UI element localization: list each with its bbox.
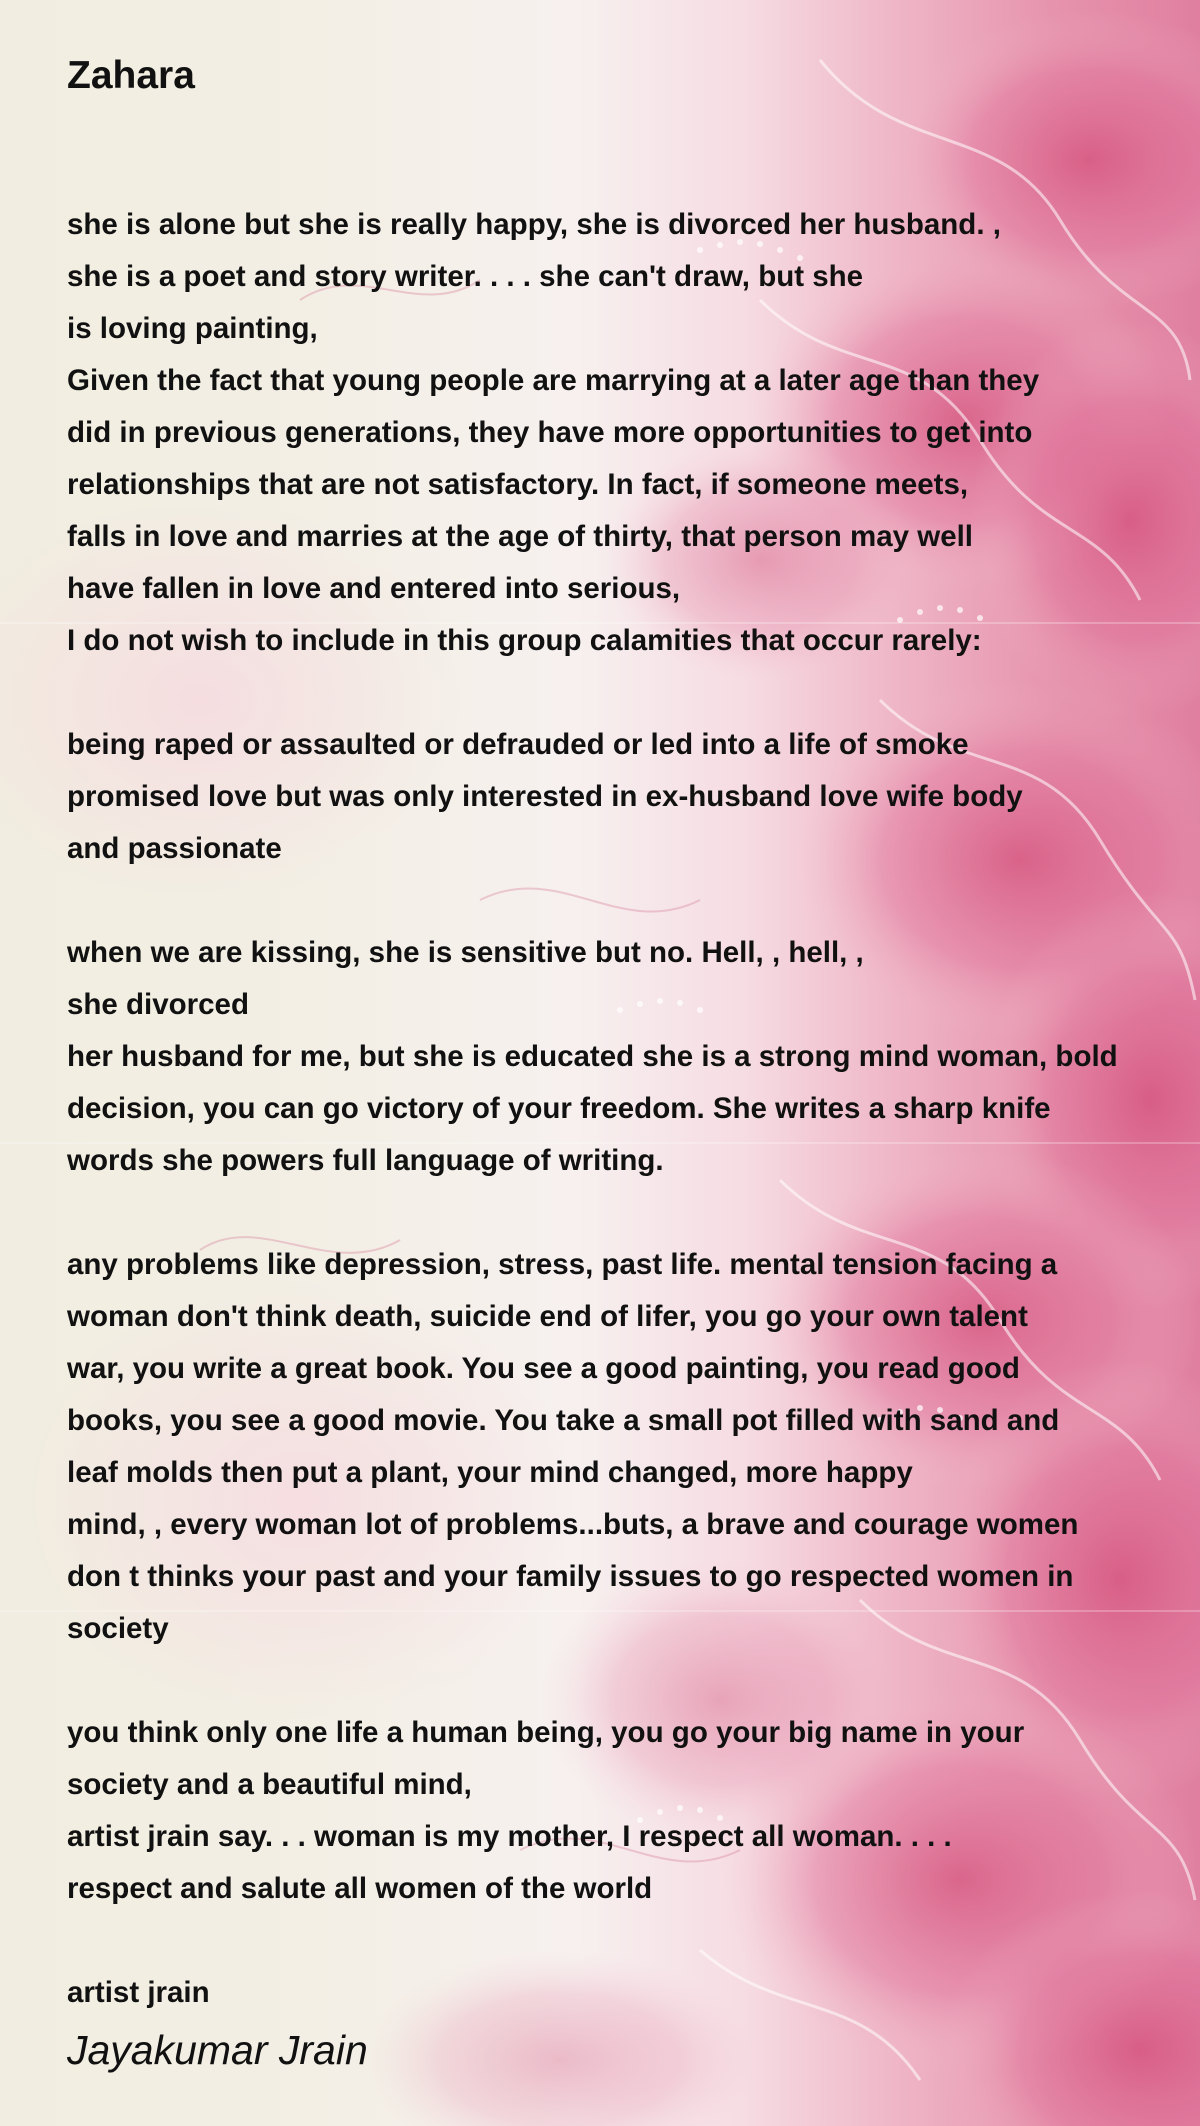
- poem-line: have fallen in love and entered into serious,: [67, 572, 681, 605]
- poem-line: respect and salute all women of the world: [67, 1872, 653, 1905]
- poem-line: she divorced: [67, 988, 249, 1021]
- poem-title: Zahara: [67, 54, 195, 97]
- poem-line: I do not wish to include in this group calamities that occur rarely:: [67, 624, 982, 657]
- poem-line: when we are kissing, she is sensitive but no. Hell, , hell, ,: [67, 936, 864, 969]
- poem-line: artist jrain: [67, 1976, 210, 2009]
- poem-line: being raped or assaulted or defrauded or led into a life of smoke: [67, 728, 969, 761]
- background-seam: [0, 622, 1200, 624]
- background-seam: [0, 1610, 1200, 1612]
- poem-author: Jayakumar Jrain: [67, 2027, 368, 2073]
- poem-line: you think only one life a human being, you go your big name in your: [67, 1716, 1025, 1749]
- poem-line: mind, , every woman lot of problems...buts, a brave and courage women: [67, 1508, 1079, 1541]
- poem-line: is loving painting,: [67, 312, 318, 345]
- poem-line: war, you write a great book. You see a good painting, you read good: [67, 1352, 1020, 1385]
- poem-line: Given the fact that young people are marrying at a later age than they: [67, 364, 1040, 397]
- poem-line: artist jrain say. . . woman is my mother, I respect all woman. . . .: [67, 1820, 952, 1853]
- poem-line: don t thinks your past and your family issues to go respected women in: [67, 1560, 1074, 1593]
- poem-line: and passionate: [67, 832, 282, 865]
- poem-line: society and a beautiful mind,: [67, 1768, 472, 1801]
- poem-line: promised love but was only interested in ex-husband love wife body: [67, 780, 1023, 813]
- poem-line: any problems like depression, stress, past life. mental tension facing a: [67, 1248, 1058, 1281]
- poem-line: falls in love and marries at the age of thirty, that person may well: [67, 520, 974, 553]
- poem-line: woman don't think death, suicide end of lifer, you go your own talent: [67, 1300, 1028, 1333]
- poem-line: relationships that are not satisfactory. In fact, if someone meets,: [67, 468, 969, 501]
- poem-line: books, you see a good movie. You take a small pot filled with sand and: [67, 1404, 1060, 1437]
- background-seam: [0, 1142, 1200, 1144]
- poem-line: leaf molds then put a plant, your mind changed, more happy: [67, 1456, 913, 1489]
- poem-line: society: [67, 1612, 169, 1645]
- poem-line: decision, you can go victory of your freedom. She writes a sharp knife: [67, 1092, 1051, 1125]
- poem-line: she is alone but she is really happy, she is divorced her husband. ,: [67, 208, 1001, 241]
- poem-line: words she powers full language of writing.: [67, 1144, 664, 1177]
- poem-line: did in previous generations, they have more opportunities to get into: [67, 416, 1033, 449]
- poem-line: her husband for me, but she is educated she is a strong mind woman, bold: [67, 1040, 1118, 1073]
- poem-line: she is a poet and story writer. . . . she can't draw, but she: [67, 260, 864, 293]
